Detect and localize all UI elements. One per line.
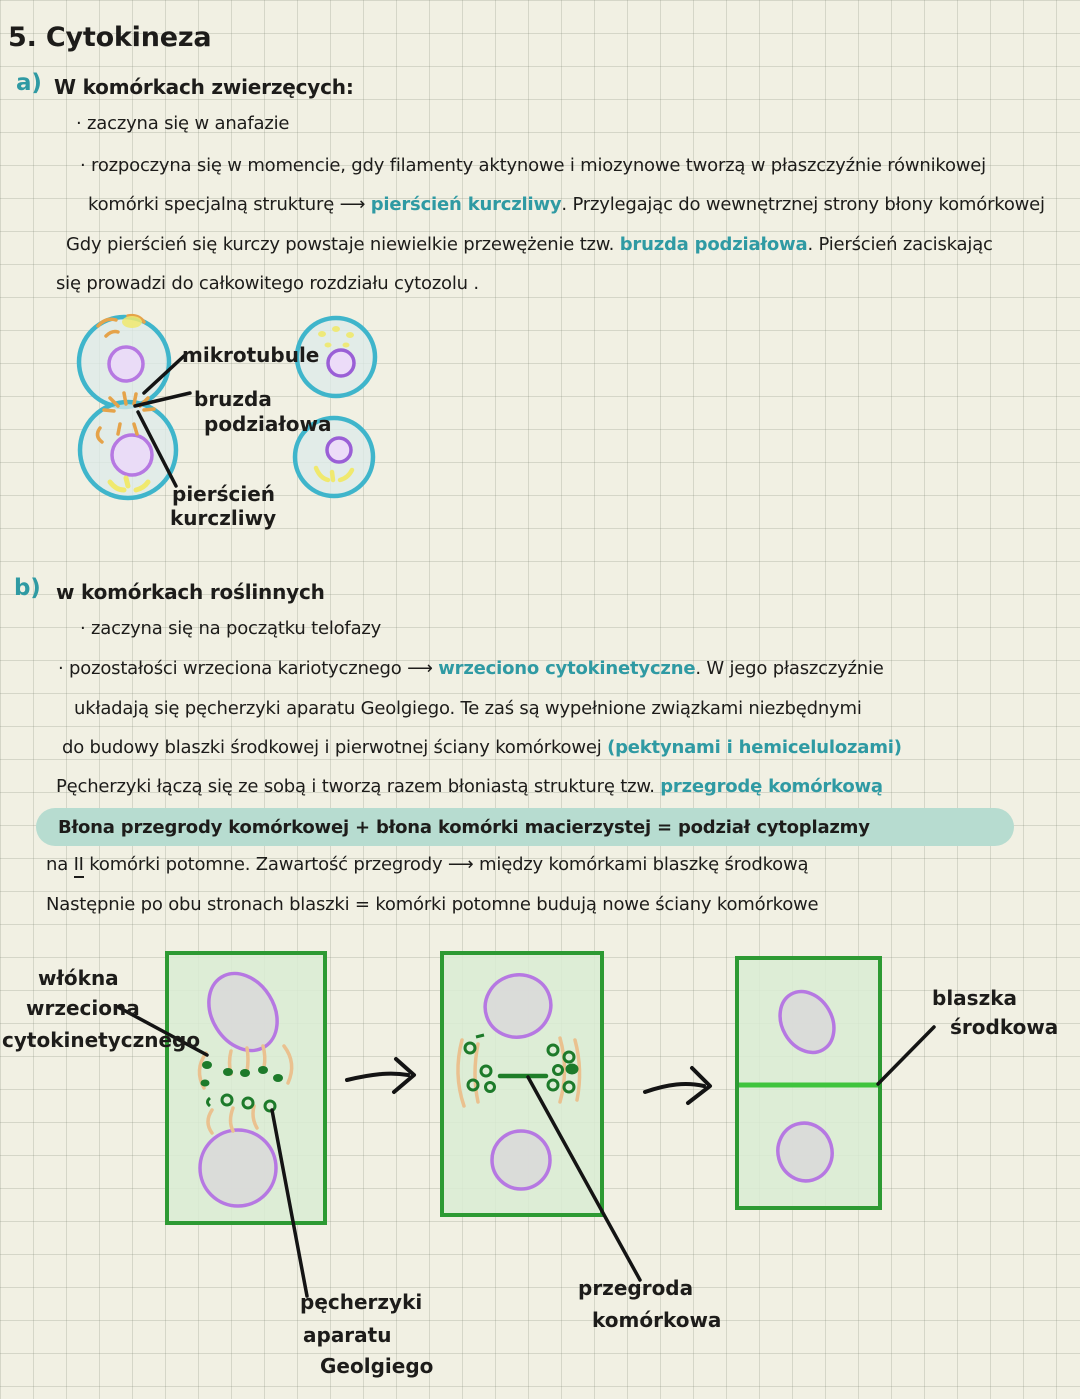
line-3-post: . Pierścień zaciskając	[807, 234, 993, 255]
section-b-line-4	[56, 776, 883, 797]
keyword-pierscien-kurczliwy: pierścień kurczliwy	[370, 194, 562, 215]
b-line-6-pre: na	[46, 854, 74, 875]
section-a-bullet-1: · zaczyna się w anafazie	[76, 113, 290, 134]
section-b-line-3	[62, 737, 902, 758]
b-line-1-pre: · pozostałości wrzeciona kariotycznego ⟶	[58, 658, 439, 679]
section-a-line-4: się prowadzi do całkowitego rozdziału cytozolu .	[56, 273, 479, 294]
keyword-pektyny-hemicelulozy: (pektynami i hemicelulozami)	[607, 737, 902, 758]
label-blaszka-line1: blaszka	[932, 986, 1018, 1010]
label-przegroda-line1: przegroda	[578, 1276, 694, 1300]
plant-cell-stage-2	[442, 953, 602, 1215]
nucleus-right-bottom	[327, 438, 351, 462]
section-b-label: b)	[14, 575, 41, 601]
label-pecherzyki-line3: Geolgiego	[320, 1354, 434, 1378]
arrow-stage2-to-stage3	[645, 1068, 710, 1103]
keyword-bruzda-podzialowa: bruzda podziałowa	[619, 234, 808, 255]
label-pierscien-line1: pierścień	[172, 482, 276, 506]
nucleus-bottom	[112, 435, 152, 475]
section-a-label: a)	[16, 70, 42, 96]
line-3-pre: Gdy pierścień się kurczy powstaje niewielkie przewężenie tzw.	[66, 234, 620, 255]
b-line-3-pre: do budowy blaszki środkowej i pierwotnej ściany komórkowej	[62, 737, 608, 758]
plant-cell-stage-1	[167, 953, 325, 1223]
section-b-line-7: Następnie po obu stronach blaszki = komórki potomne budują nowe ściany komórkowe	[46, 894, 819, 915]
section-b-line-6	[46, 854, 808, 875]
b-line-1-post: . W jego płaszczyźnie	[695, 658, 884, 679]
section-b-line-1	[58, 658, 884, 679]
page-title: 5. Cytokineza	[8, 22, 212, 53]
nucleus-right-top	[328, 350, 354, 376]
line-2-pre: komórki specjalną strukturę ⟶	[88, 194, 371, 215]
label-wlokna-line2: wrzeciona	[26, 996, 140, 1020]
b-line-6-post: komórki potomne. Zawartość przegrody ⟶ między komórkami blaszkę środkową	[83, 854, 809, 875]
label-blaszka-line2: środkowa	[950, 1015, 1059, 1039]
label-przegroda-line2: komórkowa	[592, 1308, 722, 1332]
plant-cell-stage-3	[737, 958, 880, 1208]
plant-cytokinesis-diagram	[0, 940, 1080, 1399]
section-a-line-2	[88, 194, 1045, 215]
label-pierscien-line2: kurczliwy	[170, 506, 277, 530]
section-a-line-1: · rozpoczyna się w momencie, gdy filamenty aktynowe i miozynowe tworzą w płaszczyźnie równikowej	[80, 155, 986, 176]
label-wlokna-line1: włókna	[38, 966, 119, 990]
section-b-line-2: układają się pęcherzyki aparatu Geolgiego. Te zaś są wypełnione związkami niezbędnymi	[74, 698, 862, 719]
section-b-heading: w komórkach roślinnych	[56, 580, 325, 604]
label-pecherzyki-line1: pęcherzyki	[300, 1290, 423, 1314]
aster-yellow-top	[122, 316, 142, 328]
nucleus-stage1-bottom	[200, 1130, 276, 1206]
nucleus-stage2-bottom	[492, 1131, 550, 1189]
keyword-wrzeciono-cytokinetyczne: wrzeciono cytokinetyczne	[438, 658, 696, 679]
section-b-highlight-line: Błona przegrody komórkowej + błona komórki macierzystej = podział cytoplazmy	[58, 817, 870, 838]
label-bruzda-line2: podziałowa	[204, 412, 332, 436]
section-b-bullet-1: · zaczyna się na początku telofazy	[80, 618, 382, 639]
arrow-stage1-to-stage2	[347, 1059, 414, 1092]
underlined-two: II	[74, 854, 84, 878]
nucleus-top	[109, 347, 143, 381]
section-a-heading: W komórkach zwierzęcych:	[54, 75, 354, 99]
label-bruzda-line1: bruzda	[194, 387, 272, 411]
line-2-post: . Przylegając do wewnętrznej strony błony komórkowej	[561, 194, 1045, 215]
dividing-animal-cell-pair	[79, 316, 176, 498]
label-wlokna-line3: cytokinetycznego	[2, 1028, 201, 1052]
label-mikrotubule: mikrotubule	[182, 343, 320, 367]
keyword-przegroda-komorkowa: przegrodę komórkową	[660, 776, 883, 797]
section-a-line-3	[66, 234, 993, 255]
b-line-4-pre: Pęcherzyki łączą się ze sobą i tworzą razem błoniastą strukturę tzw.	[56, 776, 661, 797]
label-pecherzyki-line2: aparatu	[303, 1323, 392, 1347]
